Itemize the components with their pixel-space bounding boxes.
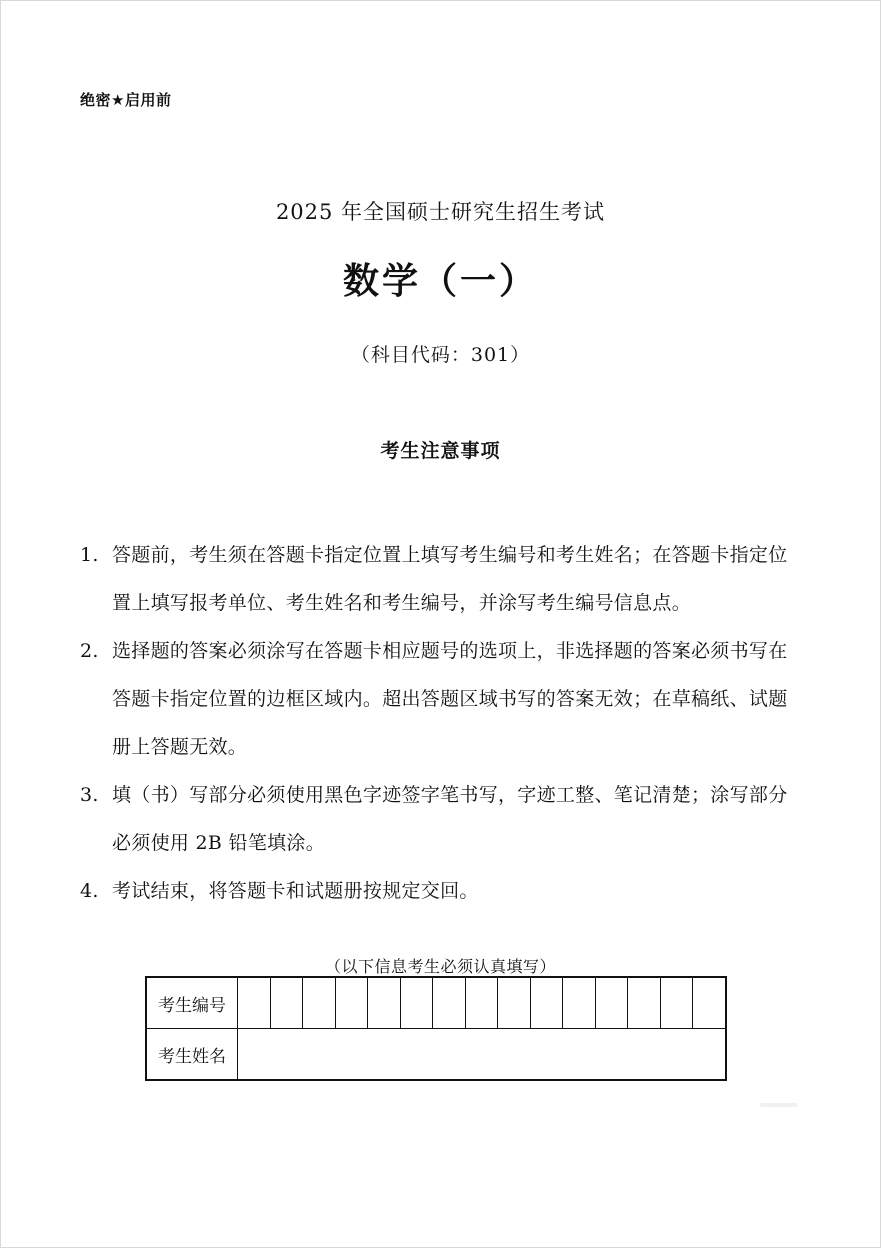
notice-heading: 考生注意事项: [380, 440, 501, 462]
candidate-name-field[interactable]: [238, 1029, 726, 1081]
candidate-id-box[interactable]: [335, 977, 368, 1029]
instruction-number: 1.: [80, 544, 99, 566]
candidate-id-box[interactable]: [595, 977, 628, 1029]
candidate-id-box[interactable]: [693, 977, 726, 1029]
candidate-id-box[interactable]: [660, 977, 693, 1029]
candidate-id-box[interactable]: [530, 977, 563, 1029]
candidate-id-box[interactable]: [303, 977, 336, 1029]
candidate-id-box[interactable]: [400, 977, 433, 1029]
fill-note: （以下信息考生必须认真填写）: [324, 957, 556, 976]
exam-title: 2025 年全国硕士研究生招生考试: [275, 200, 606, 224]
instruction-number: 3.: [80, 784, 99, 806]
instruction-item: [80, 867, 805, 915]
candidate-id-box[interactable]: [368, 977, 401, 1029]
instruction-number: 4.: [80, 880, 99, 902]
candidate-id-box[interactable]: [433, 977, 466, 1029]
instruction-number: 2.: [80, 640, 99, 662]
instruction-item: [80, 771, 805, 867]
instruction-text: 答题前，考生须在答题卡指定位置上填写考生编号和考生姓名；在答题卡指定位置上填写报考单位、考生姓名和考生编号，并涂写考生编号信息点。: [112, 544, 788, 614]
subject-code: （科目代码：301）: [350, 344, 531, 366]
candidate-id-box[interactable]: [563, 977, 596, 1029]
scan-smudge: [760, 1103, 798, 1107]
instruction-text: 考试结束，将答题卡和试题册按规定交回。: [112, 880, 479, 902]
candidate-name-label: 考生姓名: [146, 1029, 238, 1081]
candidate-id-box[interactable]: [270, 977, 303, 1029]
instruction-text: 填（书）写部分必须使用黑色字迹签字笔书写，字迹工整、笔记清楚；涂写部分必须使用 2B 铅笔填涂。: [112, 784, 788, 854]
instruction-item: [80, 627, 805, 771]
candidate-id-box[interactable]: [465, 977, 498, 1029]
subject-title: 数学（一）: [342, 261, 538, 302]
candidate-id-label: 考生编号: [146, 977, 238, 1029]
confidential-mark: 绝密★启用前: [80, 91, 172, 109]
instruction-list: [80, 531, 805, 915]
candidate-id-box[interactable]: [628, 977, 661, 1029]
candidate-name-row: [146, 1029, 726, 1081]
candidate-info-table: [145, 976, 727, 1081]
candidate-id-box[interactable]: [238, 977, 271, 1029]
candidate-id-row: [146, 977, 726, 1029]
instruction-item: [80, 531, 805, 627]
instruction-text: 选择题的答案必须涂写在答题卡相应题号的选项上，非选择题的答案必须书写在答题卡指定位置的边框区域内。超出答题区域书写的答案无效；在草稿纸、试题册上答题无效。: [112, 640, 788, 758]
candidate-id-box[interactable]: [498, 977, 531, 1029]
